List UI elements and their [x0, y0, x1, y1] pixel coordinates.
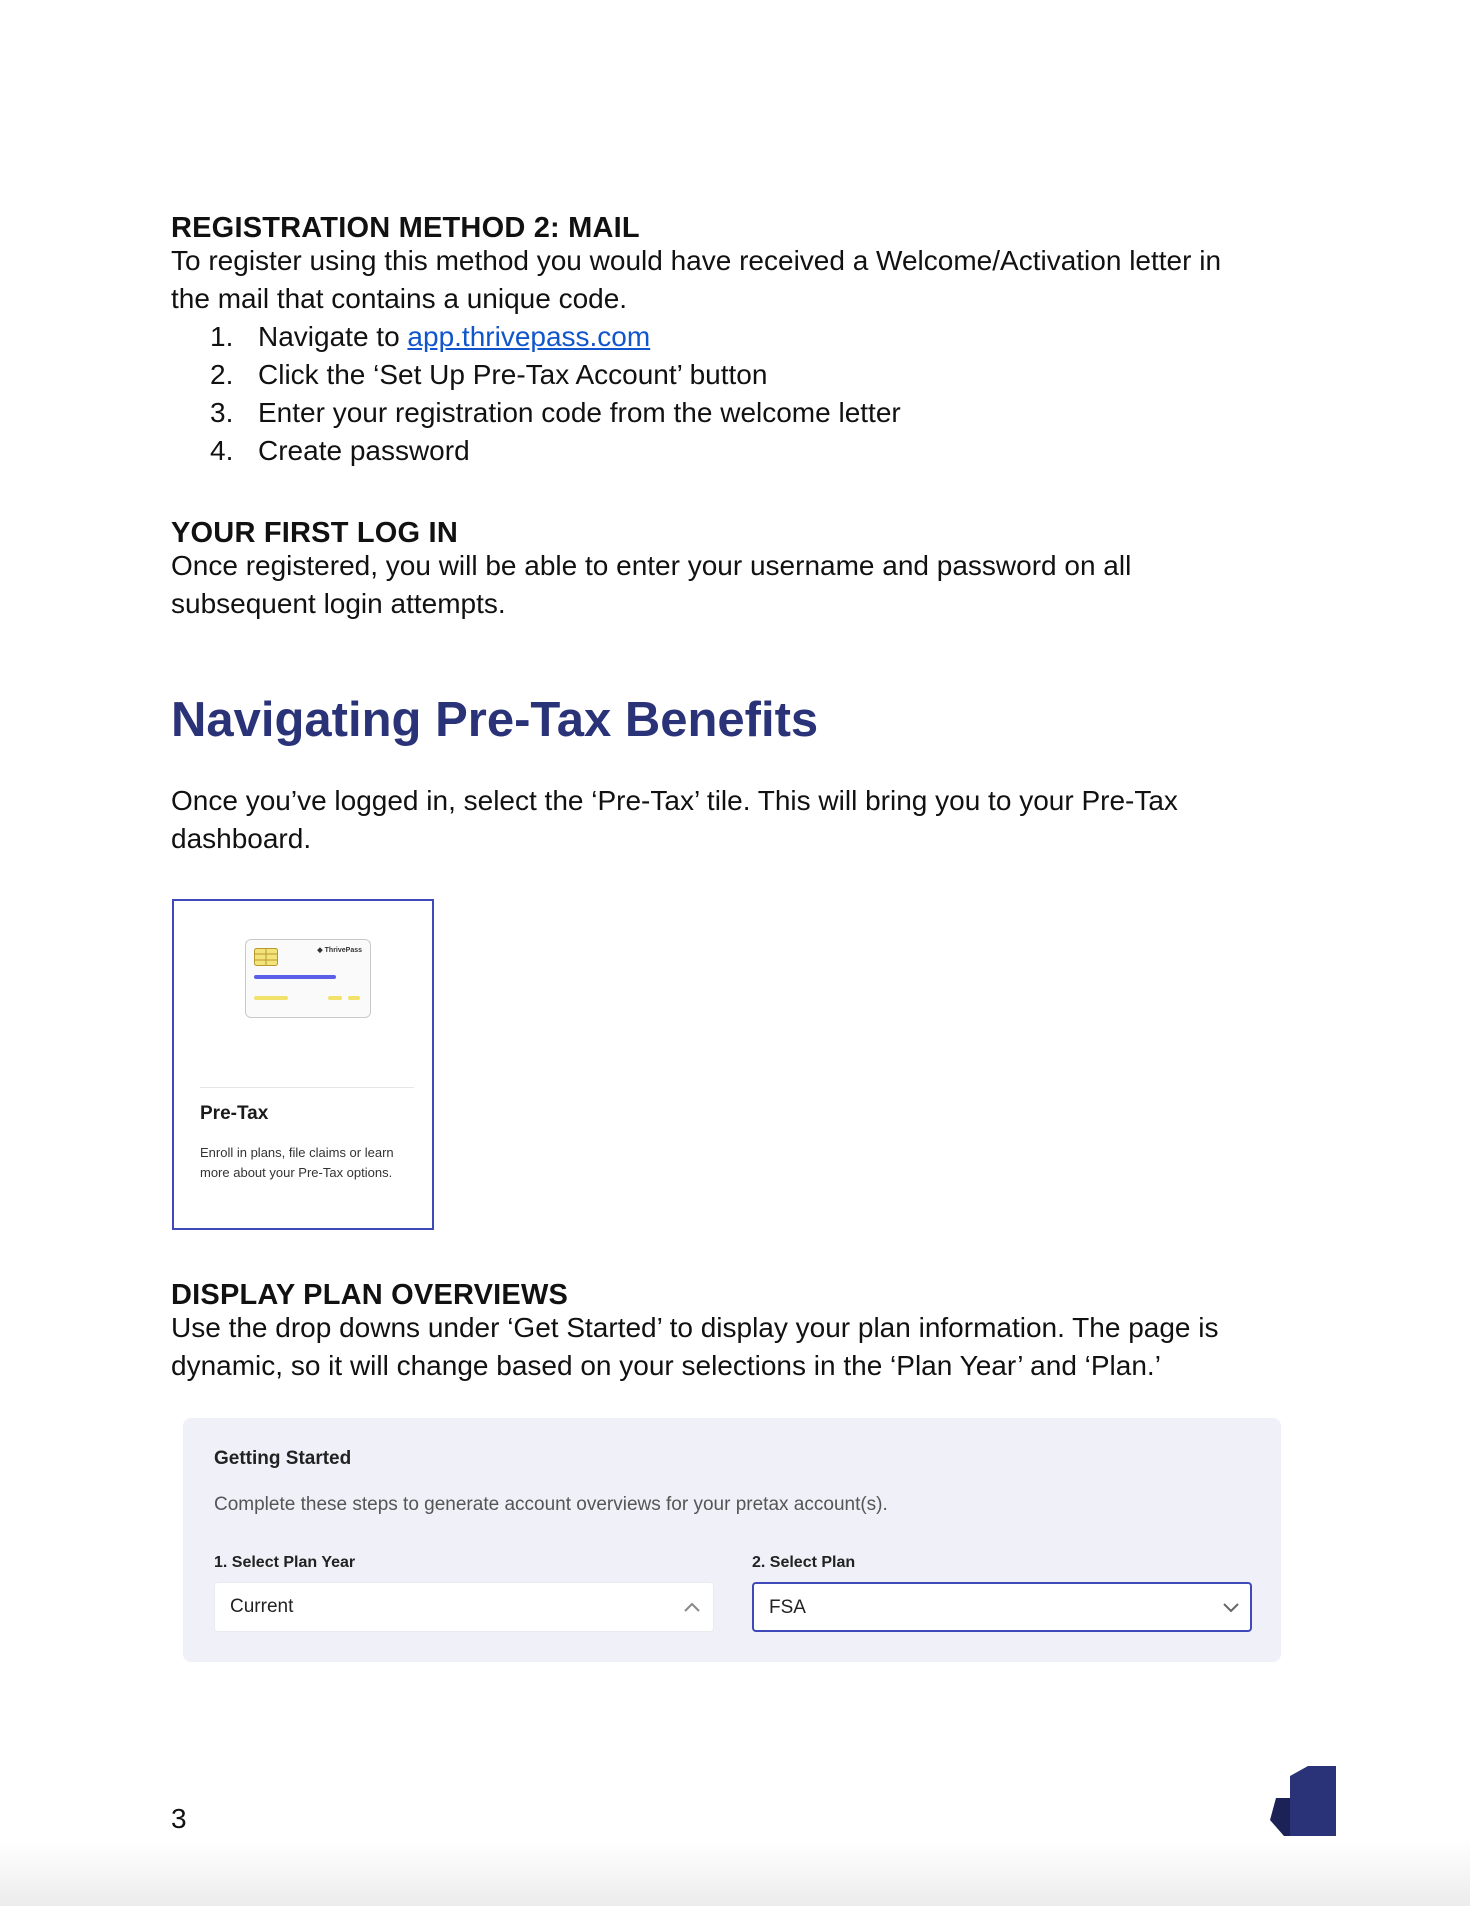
getting-started-panel: [183, 1418, 1281, 1662]
step-3-text: Enter your registration code from the welcome letter: [258, 397, 901, 428]
navigating-heading: Navigating Pre-Tax Benefits: [171, 693, 819, 747]
benefit-card-illustration: [245, 939, 371, 1018]
card-stripe: [254, 975, 336, 979]
step-4-text: Create password: [258, 435, 470, 466]
card-stripe: [328, 996, 342, 1000]
step-number: 1.: [210, 321, 234, 352]
navigating-line-1: Once you’ve logged in, select the ‘Pre-Tax’ tile. This will bring you to your Pre-Tax: [171, 785, 1178, 816]
getting-started-description: Complete these steps to generate account overviews for your pretax account(s).: [214, 1494, 888, 1515]
step-1: [210, 318, 650, 356]
first-login-line-1: Once registered, you will be able to enter your username and password on all: [171, 550, 1132, 581]
display-plan-line-1: Use the drop downs under ‘Get Started’ to display your plan information. The page is: [171, 1312, 1219, 1343]
chevron-down-icon: [1222, 1601, 1240, 1613]
plan-value: FSA: [769, 1597, 806, 1618]
card-brand-text: ThrivePass: [324, 947, 362, 954]
display-plan-line-2: dynamic, so it will change based on your selections in the ‘Plan Year’ and ‘Plan.’: [171, 1350, 1161, 1381]
card-brand-mark-icon: ◆: [317, 947, 323, 954]
step-2-text: Click the ‘Set Up Pre-Tax Account’ button: [258, 359, 768, 390]
step-number: 4.: [210, 435, 234, 466]
step-4: [210, 432, 470, 470]
plan-year-label: 1. Select Plan Year: [214, 1554, 356, 1571]
thrivepass-logo-icon: [1262, 1762, 1338, 1838]
pretax-tile[interactable]: [172, 899, 434, 1230]
navigating-line-2: dashboard.: [171, 823, 312, 854]
card-brand: [317, 946, 362, 954]
getting-started-title: Getting Started: [214, 1448, 352, 1469]
page-number: 3: [171, 1803, 187, 1834]
display-plan-heading: DISPLAY PLAN OVERVIEWS: [171, 1279, 569, 1311]
page-bottom-shadow: [0, 1840, 1470, 1906]
tile-title: Pre-Tax: [200, 1103, 269, 1124]
first-login-heading: YOUR FIRST LOG IN: [171, 517, 458, 549]
chevron-up-icon: [683, 1601, 701, 1613]
step-3: [210, 394, 901, 432]
mail-intro-line-2: the mail that contains a unique code.: [171, 283, 628, 314]
plan-label: 2. Select Plan: [752, 1554, 856, 1571]
step-2: [210, 356, 767, 394]
tile-description: Enroll in plans, file claims or learn more about your Pre-Tax options.: [200, 1145, 394, 1180]
card-stripe: [254, 996, 288, 1000]
plan-select[interactable]: [752, 1582, 1252, 1632]
plan-year-select[interactable]: [214, 1582, 714, 1632]
card-stripe: [348, 996, 360, 1000]
step-number: 3.: [210, 397, 234, 428]
step-number: 2.: [210, 359, 234, 390]
card-chip-icon: [254, 948, 278, 966]
thrivepass-link[interactable]: app.thrivepass.com: [407, 321, 651, 352]
tile-divider: [200, 1087, 414, 1088]
first-login-line-2: subsequent login attempts.: [171, 588, 506, 619]
plan-year-value: Current: [230, 1596, 294, 1617]
mail-method-heading: REGISTRATION METHOD 2: MAIL: [171, 212, 640, 244]
mail-intro-line-1: To register using this method you would have received a Welcome/Activation letter in: [171, 245, 1222, 276]
step-1-text: Navigate to: [258, 321, 408, 352]
